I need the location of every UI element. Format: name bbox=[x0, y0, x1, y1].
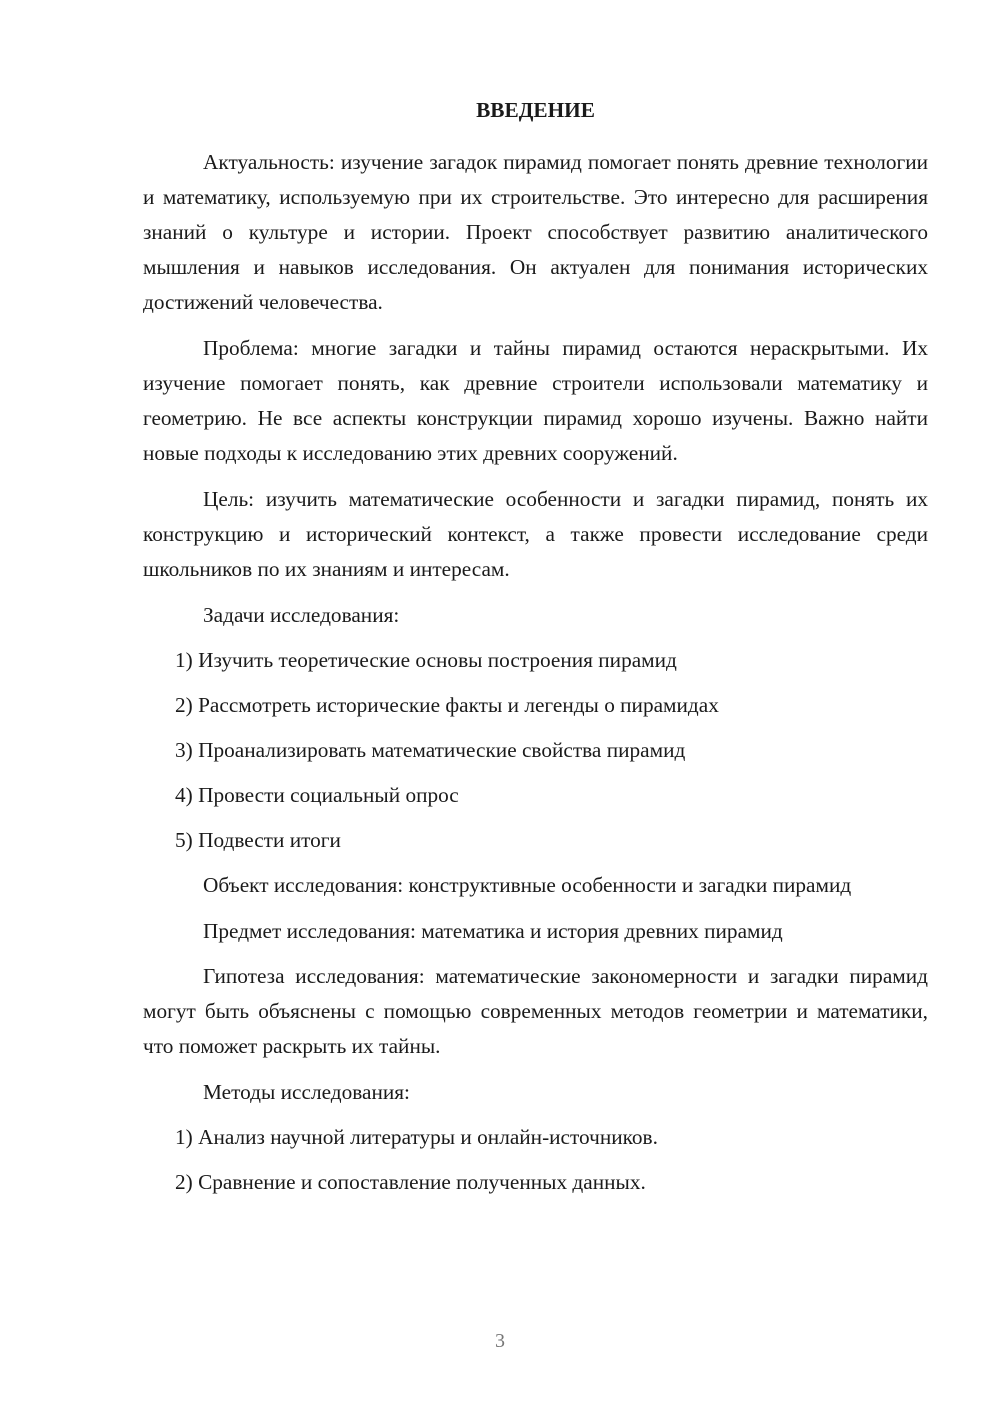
goal-paragraph: Цель: изучить математические особенности и загадки пирамид, понять их конструкцию и исторический контекст, а также провести исследование среди школьников по их знаниям и интересам. bbox=[143, 487, 928, 581]
list-item: 2) Сравнение и сопоставление полученных данных. bbox=[175, 1170, 646, 1194]
page-number: 3 bbox=[495, 1330, 505, 1352]
methods-list bbox=[143, 1120, 928, 1200]
document-page bbox=[143, 95, 928, 1210]
hypothesis-paragraph: Гипотеза исследования: математические закономерности и загадки пирамид могут быть объяснены с помощью современных методов геометрии и математики, что поможет раскрыть их тайны. bbox=[143, 964, 928, 1058]
subject-line: Предмет исследования: математика и история древних пирамид bbox=[203, 919, 783, 943]
problem-paragraph: Проблема: многие загадки и тайны пирамид остаются нераскрытыми. Их изучение помогает понять, как древние строители использовали математику и геометрию. Не все аспекты конструкции пирамид хорошо изучены. Важно найти новые подходы к исследованию этих древних сооружений. bbox=[143, 336, 928, 465]
list-item: 4) Провести социальный опрос bbox=[175, 783, 459, 807]
list-item: 3) Проанализировать математические свойства пирамид bbox=[175, 738, 686, 762]
methods-heading: Методы исследования: bbox=[203, 1080, 410, 1104]
tasks-heading: Задачи исследования: bbox=[203, 603, 400, 627]
section-title: ВВЕДЕНИЕ bbox=[476, 98, 595, 122]
object-paragraph: Объект исследования: конструктивные особенности и загадки пирамид bbox=[203, 873, 852, 897]
tasks-list bbox=[143, 643, 928, 858]
list-item: 2) Рассмотреть исторические факты и легенды о пирамидах bbox=[175, 693, 719, 717]
relevance-paragraph: Актуальность: изучение загадок пирамид помогает понять древние технологии и математику, используемую при их строительстве. Это интересно для расширения знаний о культуре и истории. Проект способствует развитию аналитического мышления и навыков исследования. Он актуален для понимания исторических достижений человечества. bbox=[143, 150, 928, 314]
list-item: 1) Анализ научной литературы и онлайн-источников. bbox=[175, 1125, 658, 1149]
list-item: 5) Подвести итоги bbox=[175, 828, 341, 852]
list-item: 1) Изучить теоретические основы построения пирамид bbox=[175, 648, 677, 672]
